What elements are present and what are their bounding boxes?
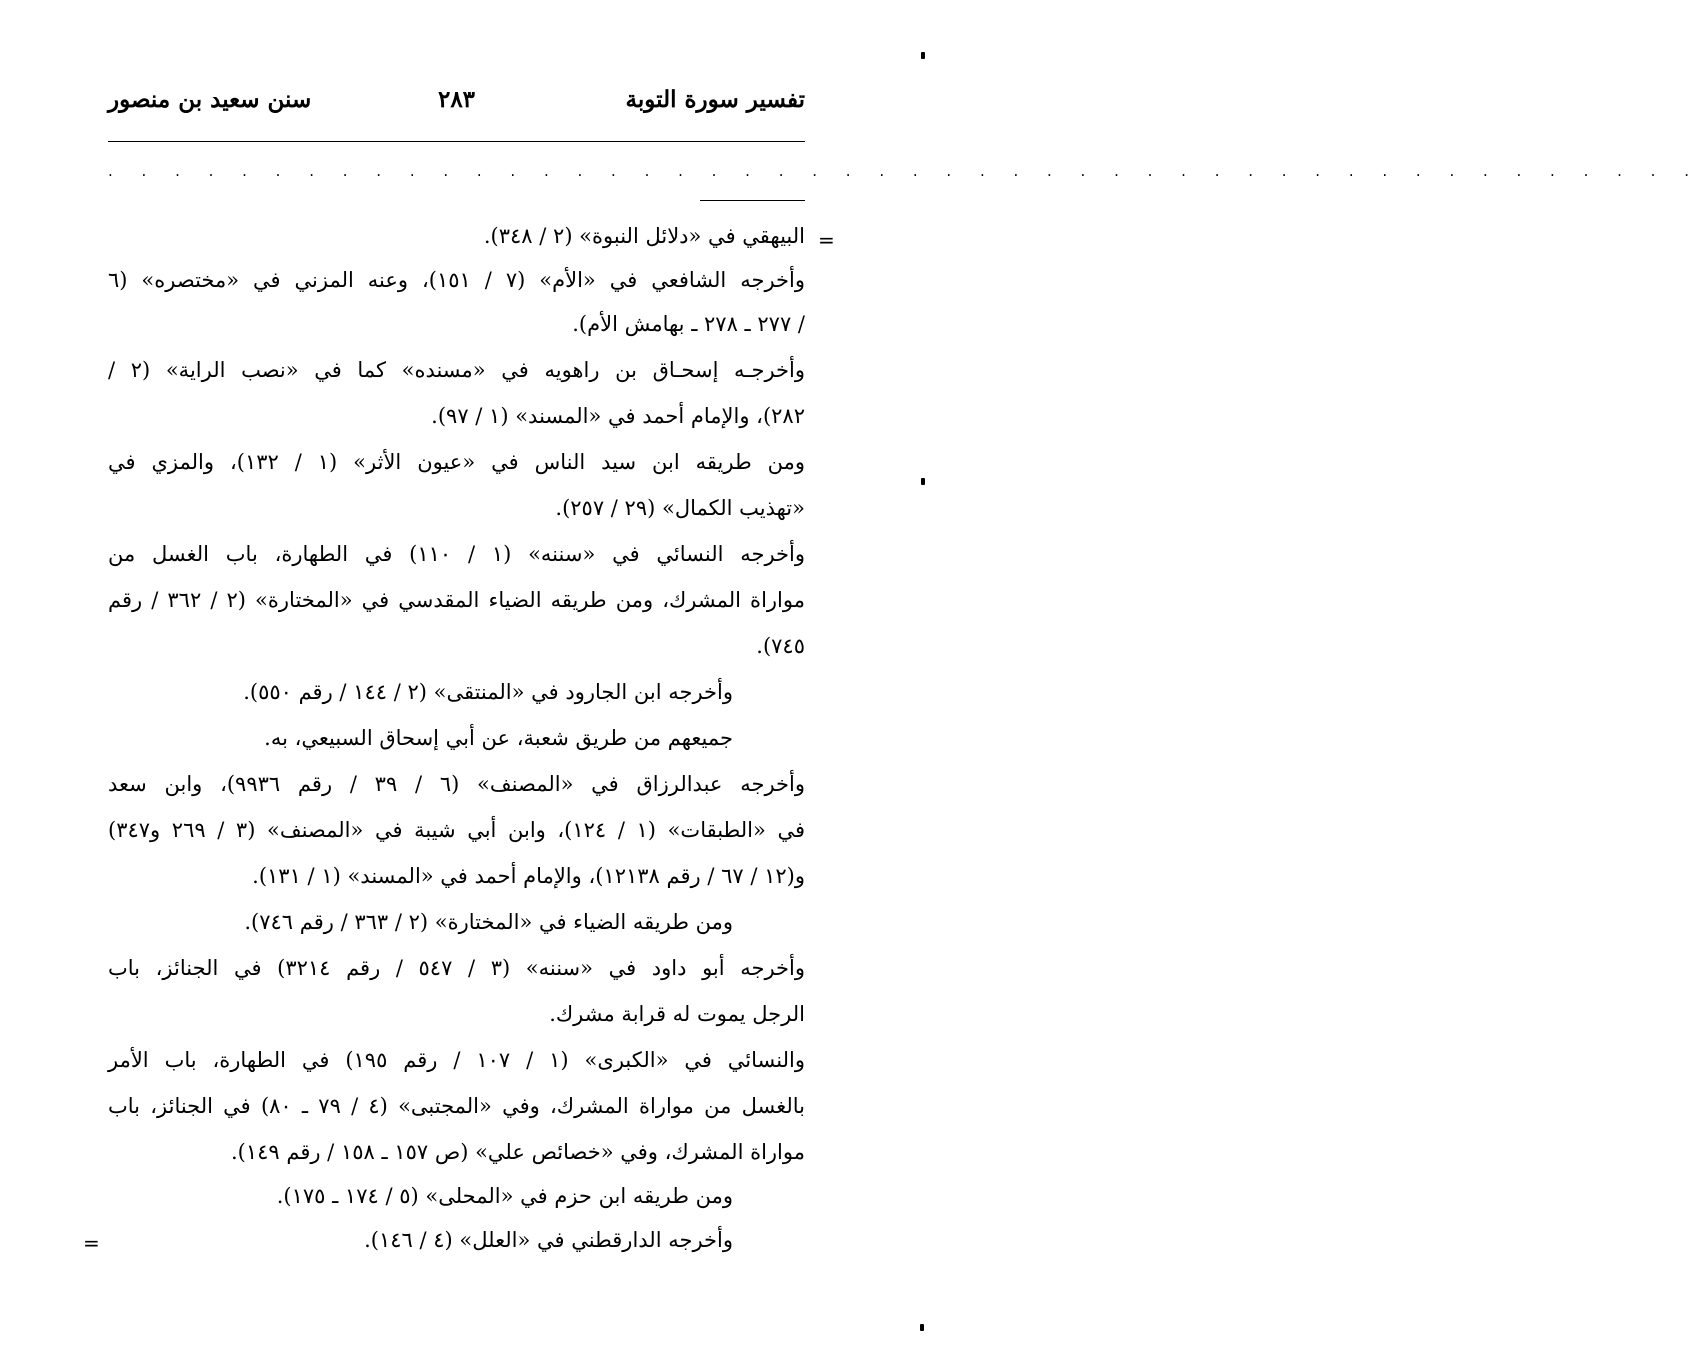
chapter-title: تفسير سورة التوبة (625, 86, 805, 113)
text-line: ٢٨٢)، والإمام أحمد في «المسند» (١ / ٩٧). (431, 404, 805, 428)
text-line: مواراة المشرك، ومن طريقه الضياء المقدسي في «المختارة» (٢ / ٣٦٢ / رقم (108, 588, 805, 612)
text-line: / ٢٧٧ ـ ٢٧٨ ـ بهامش الأم). (572, 312, 805, 336)
text-line: ومن طريقه ابن حزم في «المحلى» (٥ / ١٧٤ ـ ١٧٥). (276, 1184, 733, 1208)
text-line: في «الطبقات» (١ / ١٢٤)، وابن أبي شيبة في «المصنف» (٣ / ٢٦٩ و٣٤٧) (108, 818, 805, 842)
text-line: البيهقي في «دلائل النبوة» (٢ / ٣٤٨). (483, 224, 805, 248)
text-line: وأخرجه الشافعي في «الأم» (٧ / ١٥١)، وعنه المزني في «مختصره» (٦ (108, 268, 805, 292)
text-line: ٧٤٥). (756, 634, 805, 658)
text-line: وأخرجه أبو داود في «سننه» (٣ / ٥٤٧ / رقم ٣٢١٤) في الجنائز، باب (108, 956, 805, 980)
text-line: الرجل يموت له قرابة مشرك. (549, 1002, 805, 1026)
page-number: ٢٨٣ (437, 86, 476, 113)
text-line: و(١٢ / ٦٧ / رقم ١٢١٣٨)، والإمام أحمد في «المسند» (١ / ١٣١). (252, 864, 805, 888)
footnote-rule (700, 200, 805, 201)
scan-speck (921, 52, 925, 59)
text-line: وأخرجه الدارقطني في «العلل» (٤ / ١٤٦). (364, 1228, 733, 1252)
text-line: «تهذيب الكمال» (٢٩ / ٢٥٧). (555, 496, 805, 520)
dotted-separator: . . . . . . . . . . . . . . . . . . . . . . . . . . . . . . . . . . . . . . . . . . . . . . . . (108, 162, 1701, 180)
page-header (108, 86, 805, 126)
text-line: وأخرجه عبدالرزاق في «المصنف» (٦ / ٣٩ / رقم ٩٩٣٦)، وابن سعد (108, 772, 805, 796)
text-line: جميعهم من طريق شعبة، عن أبي إسحاق السبيعي، به. (264, 726, 733, 750)
text-line: وأخرجـه إسحـاق بن راهويه في «مسنده» كما في «نصب الراية» (٢ / (108, 358, 805, 382)
continuation-mark-bottom: = (83, 1231, 100, 1255)
text-line: ومن طريقه ابن سيد الناس في «عيون الأثر» (١ / ١٣٢)، والمزي في (108, 450, 805, 474)
text-line: بالغسل من مواراة المشرك، وفي «المجتبى» (٤ / ٧٩ ـ ٨٠) في الجنائز، باب (108, 1094, 805, 1118)
text-line: وأخرجه ابن الجارود في «المنتقى» (٢ / ١٤٤ / رقم ٥٥٠). (243, 680, 733, 704)
book-title: سنن سعيد بن منصور (108, 86, 312, 113)
text-line: والنسائي في «الكبرى» (١ / ١٠٧ / رقم ١٩٥) في الطهارة، باب الأمر (108, 1048, 805, 1072)
scan-speck (920, 1324, 924, 1331)
text-line: وأخرجه النسائي في «سننه» (١ / ١١٠) في الطهارة، باب الغسل من (108, 542, 805, 566)
header-rule (108, 141, 805, 142)
text-line: مواراة المشرك، وفي «خصائص علي» (ص ١٥٧ ـ ١٥٨ / رقم ١٤٩). (230, 1140, 805, 1164)
scan-speck (921, 478, 925, 485)
continuation-mark-top: = (818, 228, 835, 252)
text-line: ومن طريقه الضياء في «المختارة» (٢ / ٣٦٣ / رقم ٧٤٦). (244, 910, 733, 934)
